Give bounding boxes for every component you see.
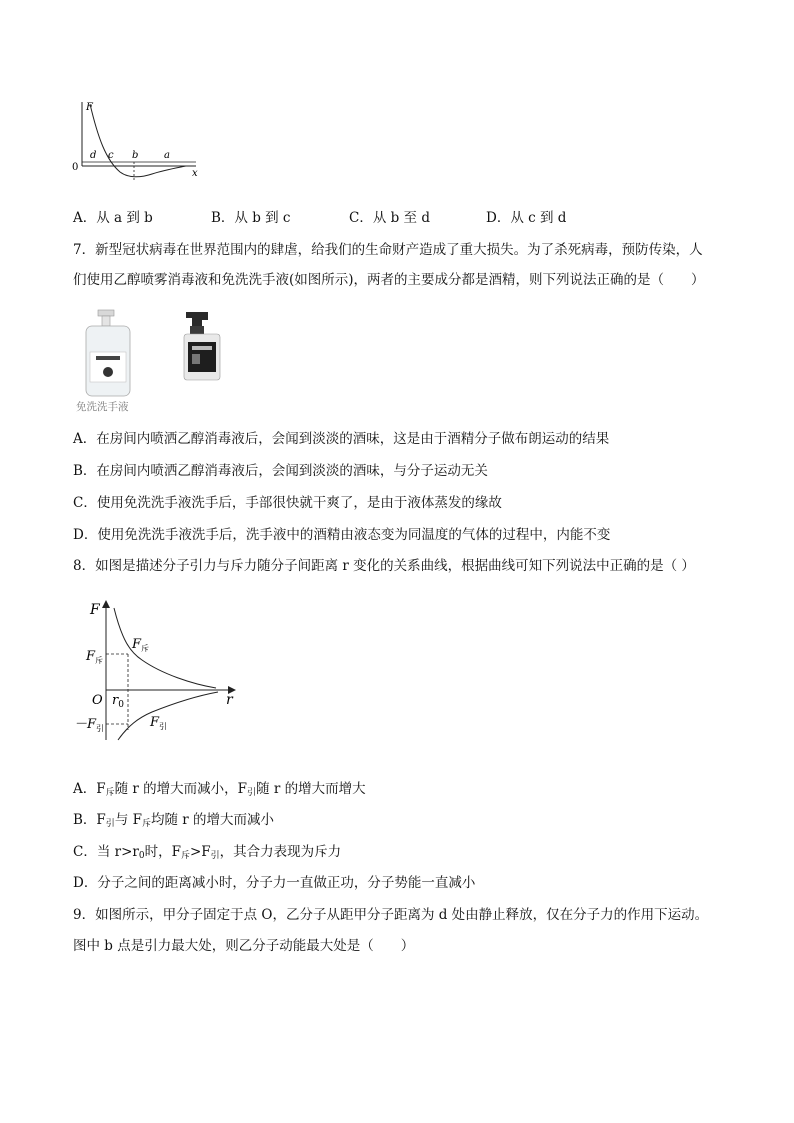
q6-option-d: D．从 c 到 d <box>486 210 567 226</box>
q8-option-a: A．$F_斥$随 r 的增大而减小，$F_引$随 r 的增大而增大 <box>73 781 366 798</box>
q7-option-d: D．使用免洗洗手液洗手后，洗手液中的酒精由液态变为同温度的气体的过程中，内能不变 <box>73 527 611 543</box>
q8-option-b: B．$F_引$与 $F_斥$均随 r 的增大而减小 <box>73 812 275 829</box>
point-d-label: d <box>90 150 97 161</box>
q8-stem: 8．如图是描述分子引力与斥力随分子间距离 r 变化的关系曲线，根据曲线可知下列说法中正确的是（ ） <box>73 558 695 574</box>
q7-stem-line1: 7．新型冠状病毒在世界范围内的肆虐，给我们的生命财产造成了重大损失。为了杀死病毒，预防传染，人 <box>73 242 703 258</box>
molecular-force-figure <box>72 600 247 750</box>
point-b-label: b <box>132 150 139 161</box>
q8-axis-f-label: F <box>90 602 100 618</box>
q8-f-rep-curve-label: $F_斥$ <box>132 637 150 653</box>
repulsion-curve <box>114 608 216 688</box>
force-distance-figure <box>68 98 208 180</box>
axis-x-label: x <box>192 168 198 179</box>
q7-option-b: B．在房间内喷洒乙醇消毒液后，会闻到淡淡的酒味，与分子运动无关 <box>73 463 488 479</box>
q8-r0-label: $r_0$ <box>112 693 124 710</box>
point-a-label: a <box>164 150 170 161</box>
q8-axis-r-label: r <box>226 692 233 708</box>
q8-f-rep-axis-label: $F_斥$ <box>86 649 104 665</box>
q8-option-d: D．分子之间的距离减小时，分子力一直做正功，分子势能一直减小 <box>73 875 476 891</box>
q9-stem-line1: 9．如图所示，甲分子固定于点 O，乙分子从距甲分子距离为 d 处由静止释放，仅在分子力的作用下运动。 <box>73 907 709 923</box>
q6-option-a: A．从 a 到 b <box>73 210 153 226</box>
q7-option-c: C．使用免洗洗手液洗手后，手部很快就干爽了，是由于液体蒸发的缘故 <box>73 495 502 511</box>
q7-stem-line2: 们使用乙醇喷雾消毒液和免洗洗手液(如图所示)，两者的主要成分都是酒精，则下列说法正确的是（ ） <box>73 272 705 288</box>
origin-label: 0 <box>72 162 79 173</box>
q6-option-c: C．从 b 至 d <box>349 210 430 226</box>
q8-origin-label: O <box>92 693 103 708</box>
q8-f-att-curve-label: $F_引$ <box>150 715 168 731</box>
axis-f-label: F <box>86 102 93 113</box>
hand-sanitizer-image <box>76 306 140 416</box>
attraction-curve <box>118 692 218 740</box>
point-c-label: c <box>108 150 114 161</box>
spray-bottle-image <box>178 310 228 382</box>
hand-sanitizer-caption: 免洗洗手液 <box>76 401 129 413</box>
q9-stem-line2: 图中 b 点是引力最大处，则乙分子动能最大处是（ ） <box>73 938 415 954</box>
q7-option-a: A．在房间内喷洒乙醇消毒液后，会闻到淡淡的酒味，这是由于酒精分子做布朗运动的结果 <box>73 431 610 447</box>
q8-option-c: C．当 $r>r_0$时，$F_斥>F_引$，其合力表现为斥力 <box>73 844 342 861</box>
q8-f-att-axis-label: $-F_引$ <box>74 717 105 733</box>
q6-option-b: B．从 b 到 c <box>211 210 291 226</box>
